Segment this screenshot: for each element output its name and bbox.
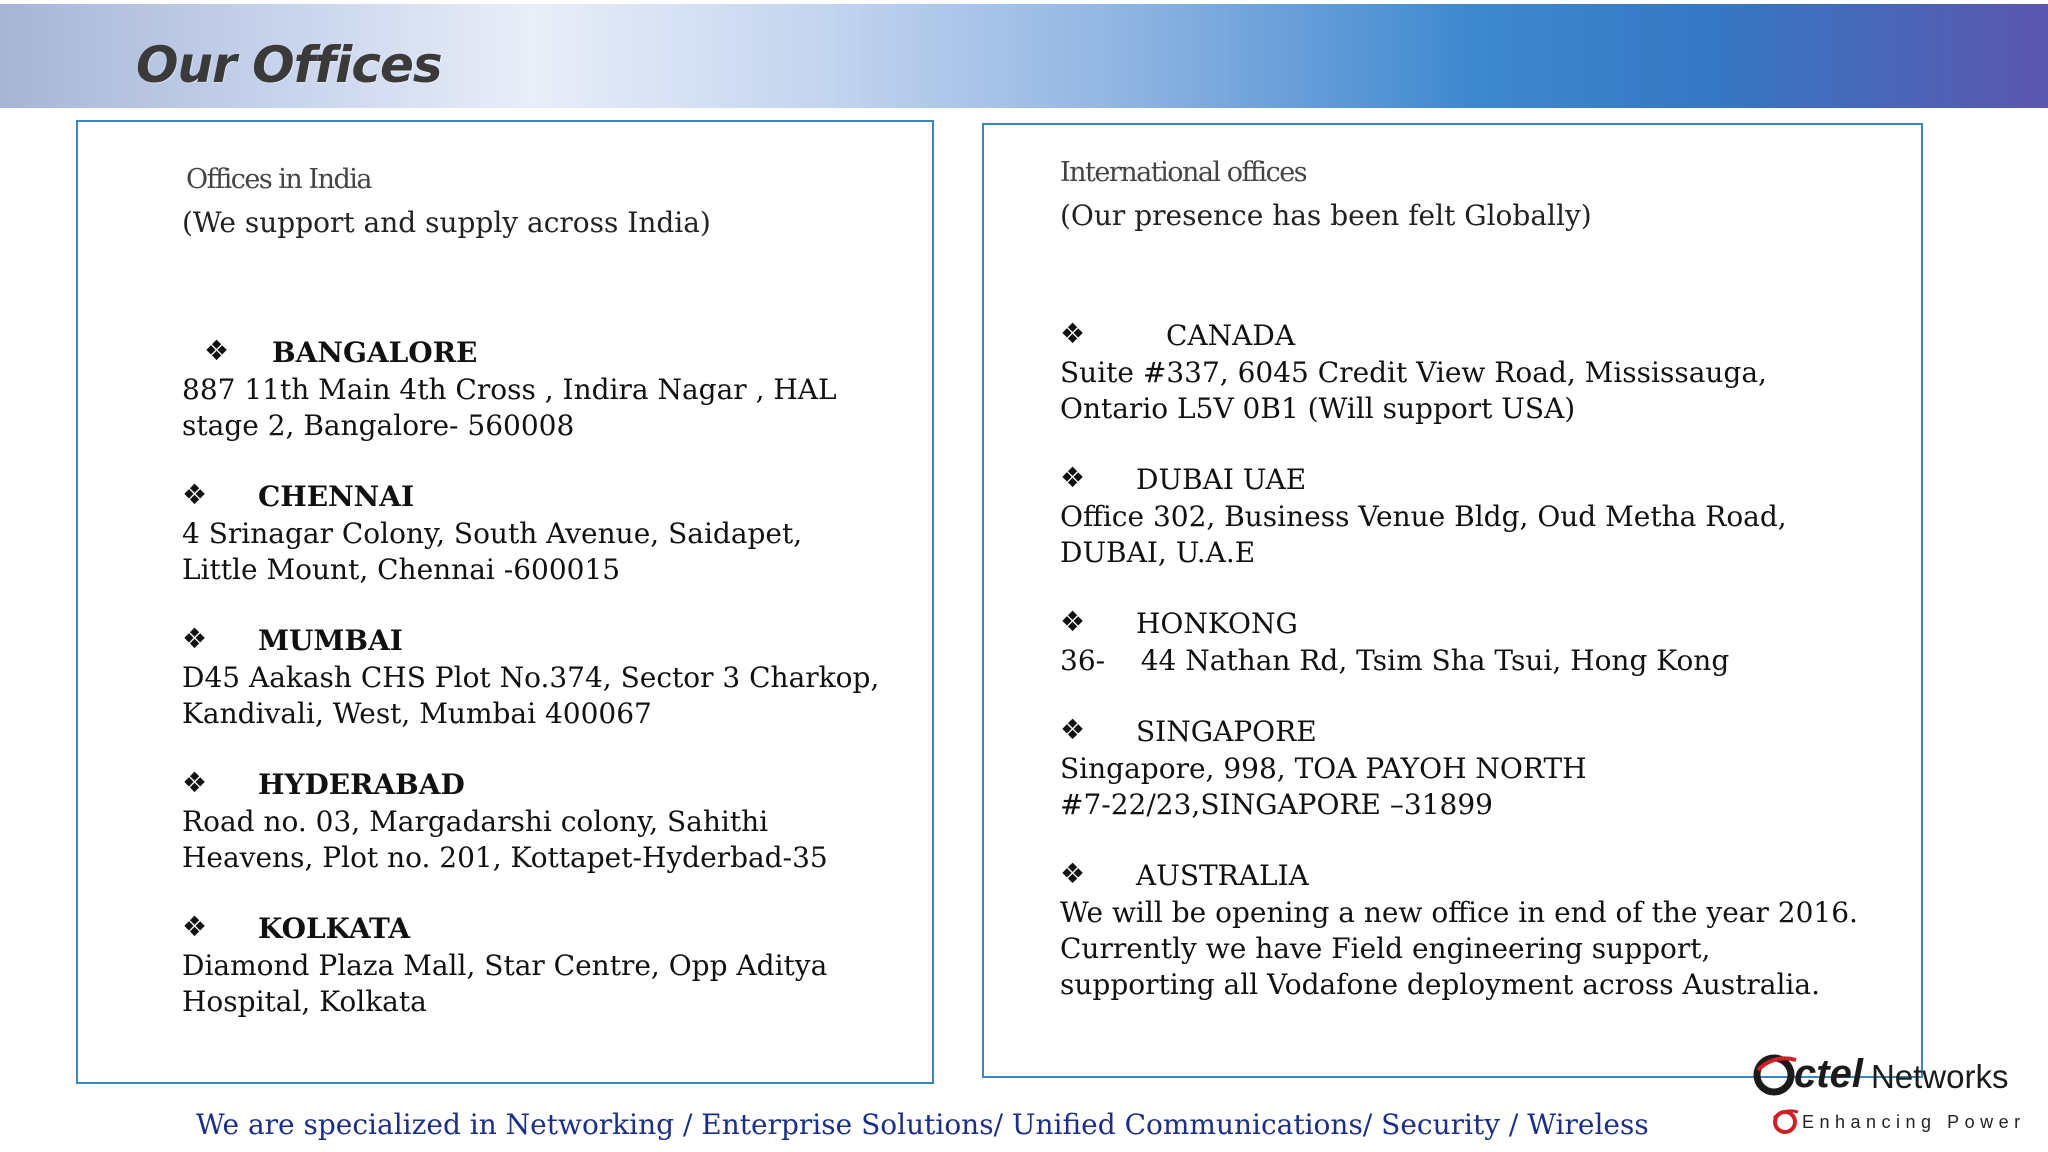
office-city: CHENNAI <box>258 480 415 513</box>
international-panel-subtitle: (Our presence has been felt Globally) <box>1060 199 1592 232</box>
office-address-line: supporting all Vodafone deployment across Australia. <box>1060 968 1820 1001</box>
office-city: AUSTRALIA <box>1136 859 1309 892</box>
office-address-line: Road no. 03, Margadarshi colony, Sahithi <box>182 805 769 838</box>
office-city: HONKONG <box>1136 607 1298 640</box>
office-city: BANGALORE <box>272 336 478 369</box>
office-address-line: DUBAI, U.A.E <box>1060 536 1256 569</box>
international-offices-panel <box>982 123 1923 1078</box>
page-title: Our Offices <box>136 36 442 94</box>
international-panel-title: International offices <box>1060 157 1307 188</box>
logo-o-ring-icon <box>1752 1050 1800 1098</box>
diamond-bullet-icon: ❖ <box>1060 713 1086 746</box>
office-address-line: Singapore, 998, TOA PAYOH NORTH <box>1060 752 1587 785</box>
office-city: DUBAI UAE <box>1136 463 1307 496</box>
india-panel-subtitle: (We support and supply across India) <box>182 206 711 239</box>
office-city: HYDERABAD <box>258 768 465 801</box>
logo-suffix: Networks <box>1870 1058 2009 1095</box>
office-mumbai <box>182 624 1002 732</box>
office-address-line: Diamond Plaza Mall, Star Centre, Opp Aditya <box>182 949 828 982</box>
office-canada <box>1060 319 1880 427</box>
office-australia <box>1060 859 1880 1003</box>
office-address-line: D45 Aakash CHS Plot No.374, Sector 3 Charkop, <box>182 661 880 694</box>
office-hongkong <box>1060 607 1880 679</box>
office-address-line: Kandivali, West, Mumbai 400067 <box>182 697 652 730</box>
diamond-bullet-icon: ❖ <box>1060 461 1086 494</box>
office-address-line: Hospital, Kolkata <box>182 985 427 1018</box>
diamond-bullet-icon: ❖ <box>1060 857 1086 890</box>
office-city: SINGAPORE <box>1136 715 1317 748</box>
office-address-line: Currently we have Field engineering support, <box>1060 932 1711 965</box>
office-city: MUMBAI <box>258 624 403 657</box>
office-address-line: Suite #337, 6045 Credit View Road, Mississauga, <box>1060 356 1767 389</box>
india-panel-title: Offices in India <box>186 164 371 195</box>
office-address-line: We will be opening a new office in end of the year 2016. <box>1060 896 1858 929</box>
office-address-line: 887 11th Main 4th Cross , Indira Nagar , HAL <box>182 373 837 406</box>
office-address-line: #7-22/23,SINGAPORE –31899 <box>1060 788 1493 821</box>
diamond-bullet-icon: ❖ <box>1060 605 1086 638</box>
office-address-line: 4 Srinagar Colony, South Avenue, Saidapet, <box>182 517 803 550</box>
office-kolkata <box>182 912 1002 1020</box>
office-dubai <box>1060 463 1880 571</box>
diamond-bullet-icon: ❖ <box>182 766 208 799</box>
office-address-line: Heavens, Plot no. 201, Kottapet-Hyderbad-35 <box>182 841 828 874</box>
india-offices-panel <box>76 120 934 1084</box>
diamond-bullet-icon: ❖ <box>204 334 230 367</box>
company-logo <box>1752 1050 2042 1150</box>
diamond-bullet-icon: ❖ <box>182 910 208 943</box>
footer-tagline: We are specialized in Networking / Enterprise Solutions/ Unified Communications/ Security / Wireless <box>196 1108 1649 1141</box>
diamond-bullet-icon: ❖ <box>182 622 208 655</box>
office-chennai <box>182 480 1002 588</box>
office-address-line: Little Mount, Chennai -600015 <box>182 553 621 586</box>
office-singapore <box>1060 715 1880 823</box>
diamond-bullet-icon: ❖ <box>182 478 208 511</box>
logo-red-ring-icon <box>1770 1106 1800 1136</box>
office-address-line: Ontario L5V 0B1 (Will support USA) <box>1060 392 1576 425</box>
logo-brand: ctel <box>1794 1052 1863 1096</box>
office-address-line: Office 302, Business Venue Bldg, Oud Metha Road, <box>1060 500 1787 533</box>
office-hyderabad <box>182 768 1002 876</box>
office-city: CANADA <box>1166 319 1296 352</box>
office-city: KOLKATA <box>258 912 411 945</box>
office-bangalore <box>182 336 1002 444</box>
office-address-line: 36- 44 Nathan Rd, Tsim Sha Tsui, Hong Kong <box>1060 644 1730 677</box>
diamond-bullet-icon: ❖ <box>1060 317 1086 350</box>
logo-tagline: Enhancing Power <box>1802 1112 2026 1132</box>
office-address-line: stage 2, Bangalore- 560008 <box>182 409 575 442</box>
